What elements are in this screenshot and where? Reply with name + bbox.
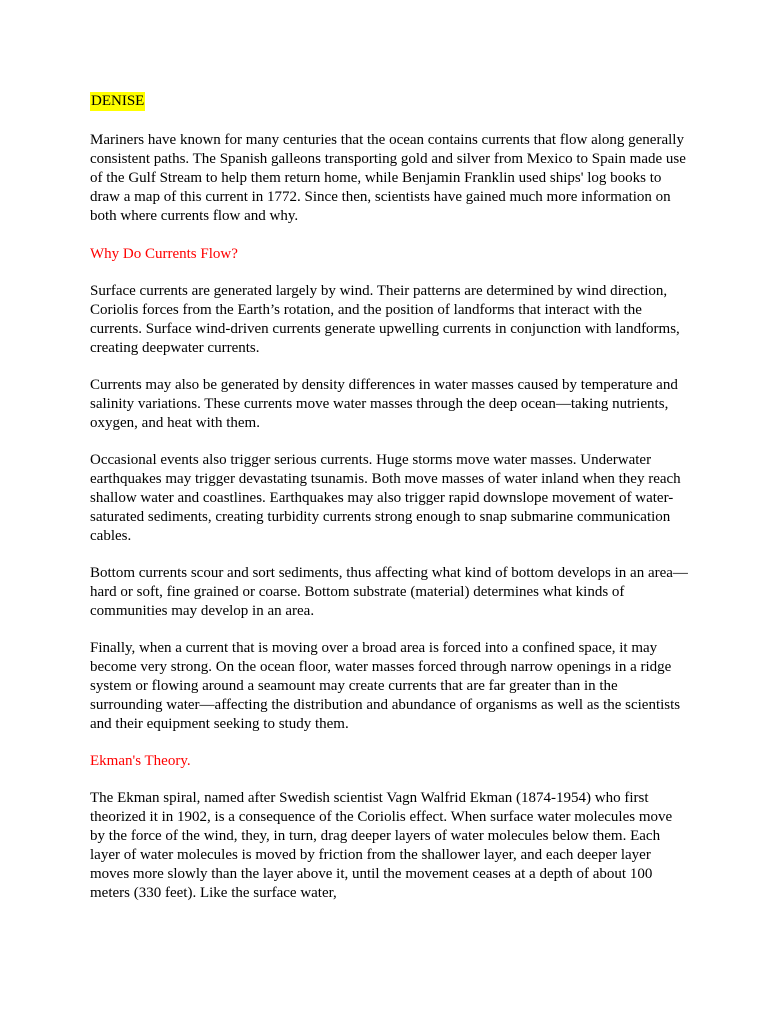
paragraph-density-currents: Currents may also be generated by density differences in water masses caused by temperature and salinity variations. These currents move water masses through the deep ocean—taking nutrients, oxygen, and heat with them.: [90, 377, 678, 431]
paragraph-ekman-spiral: The Ekman spiral, named after Swedish scientist Vagn Walfrid Ekman (1874-1954) who first theorized it in 1902, is a consequence of the Coriolis effect. When surface water molecules move by the force of the wind, they, in turn, drag deeper layers of water molecules below them. Each layer of water molecules is moved by friction from the shallower layer, and each deeper layer moves more slowly than the layer above it, until the movement ceases at a depth of about 100 meters (330 feet). Like the surface water,: [90, 790, 673, 901]
paragraph-bottom-currents: Bottom currents scour and sort sediments, thus affecting what kind of bottom develops in an area—hard or soft, fine grained or coarse. Bottom substrate (material) determines what kinds of communities may develop in an area.: [90, 565, 688, 619]
paragraph-occasional-events: Occasional events also trigger serious currents. Huge storms move water masses. Underwater earthquakes may trigger devastating tsunamis. Both move masses of water inland when they reach shallow water and coastlines. Earthquakes may also trigger rapid downslope movement of water-saturated sediments, creating turbidity currents strong enough to snap submarine communication cables.: [90, 452, 681, 544]
section-heading-why-currents: Why Do Currents Flow?: [90, 246, 238, 262]
paragraph-surface-currents: Surface currents are generated largely by wind. Their patterns are determined by wind direction, Coriolis forces from the Earth’s rotation, and the position of landforms that interact with the currents. Surface wind-driven currents generate upwelling currents in conjunction with landforms, creating deepwater currents.: [90, 283, 680, 356]
section-heading-ekman: Ekman's Theory.: [90, 753, 191, 769]
intro-paragraph: Mariners have known for many centuries that the ocean contains currents that flow along generally consistent paths. The Spanish galleons transporting gold and silver from Mexico to Spain made use of the Gulf Stream to help them return home, while Benjamin Franklin used ships' log books to draw a map of this current in 1772. Since then, scientists have gained much more information on both where currents flow and why.: [90, 132, 686, 224]
author-name-highlight: DENISE: [91, 93, 145, 109]
paragraph-confined-space: Finally, when a current that is moving over a broad area is forced into a confined space, it may become very strong. On the ocean floor, water masses forced through narrow openings in a ridge system or flowing around a seamount may create currents that are far greater than in the surrounding water—affecting the distribution and abundance of organisms as well as the scientists and their equipment seeking to study them.: [90, 640, 681, 732]
